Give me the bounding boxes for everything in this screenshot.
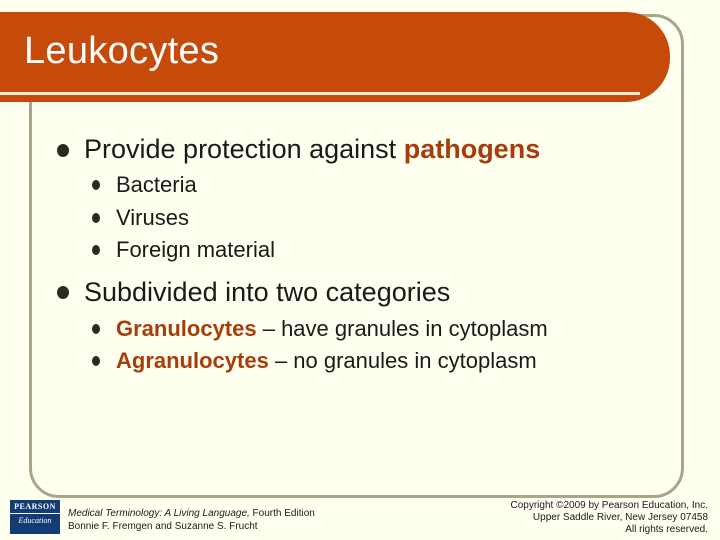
- sub-bullet-dot: [92, 356, 100, 366]
- granulocytes-term: Granulocytes: [116, 316, 257, 341]
- pearson-logo: [10, 500, 60, 534]
- pathogens-highlight: pathogens: [403, 134, 541, 164]
- footer-copyright: [511, 500, 709, 536]
- copyright-line-3: All rights reserved.: [625, 524, 708, 535]
- footer-book-line: [68, 507, 315, 520]
- logo-pearson-text: PEARSON: [10, 500, 60, 514]
- book-title: Medical Terminology: A Living Language,: [68, 508, 250, 519]
- sub-bullet-dot: [92, 213, 100, 223]
- sub-bullet-dot: [92, 324, 100, 334]
- agranulocytes-description: – no granules in cytoplasm: [268, 348, 537, 373]
- bullet-dot: [57, 144, 69, 157]
- sub-item-bacteria: Bacteria: [116, 172, 197, 197]
- sub-bullet-dot: [92, 245, 100, 255]
- sub-item-viruses: Viruses: [116, 205, 189, 230]
- logo-education-text: Education: [18, 516, 52, 525]
- slide-title: Leukocytes: [24, 30, 220, 72]
- bullet-protection-text: Provide protection against: [84, 134, 404, 164]
- bullet-protection: [84, 134, 540, 165]
- title-underline: [0, 92, 640, 95]
- agranulocytes-term: Agranulocytes: [116, 348, 269, 373]
- sub-item-foreign-material: Foreign material: [116, 237, 275, 262]
- sub-item-agranulocytes: [116, 348, 537, 374]
- sub-item-granulocytes: [116, 316, 548, 342]
- footer-book-info: [68, 507, 315, 533]
- copyright-line-1: Copyright ©2009 by Pearson Education, Inc.: [510, 500, 708, 511]
- footer-authors: Bonnie F. Fremgen and Suzanne S. Frucht: [68, 521, 258, 532]
- book-edition: Fourth Edition: [249, 508, 315, 519]
- bullet-subdivided: Subdivided into two categories: [84, 277, 451, 307]
- sub-bullet-dot: [92, 180, 100, 190]
- granulocytes-description: – have granules in cytoplasm: [256, 316, 548, 341]
- copyright-line-2: Upper Saddle River, New Jersey 07458: [532, 512, 708, 523]
- bullet-dot: [57, 286, 69, 299]
